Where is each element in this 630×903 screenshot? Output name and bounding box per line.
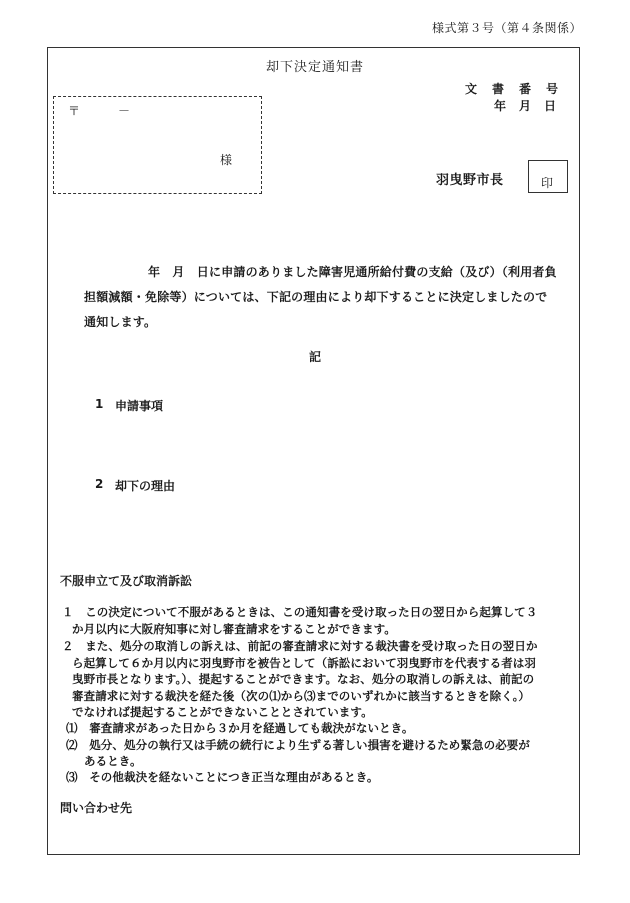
section-label-reason: 却下の理由 [115,479,176,493]
issuer-name: 羽曳野市長 [436,173,504,188]
body-line: 年 月 日に申請のありました障害児通所給付費の支給（及び）（利用者負 [148,265,557,279]
document-number-label: 文書番号 [465,82,574,96]
appeal-line: ら起算して６か月以内に羽曳野市を被告として（訴訟において羽曳野市を代表する者は羽 [72,656,536,670]
body-line: 担額減額・免除等）については、下記の理由により却下することに決定しましたので [84,290,548,304]
date-label: 年月日 [494,99,570,113]
section-number: 2 [95,477,104,491]
appeal-line: 審査請求に対する裁決を経た後（次の⑴から⑶までのいずれかに該当するときを除く。） [72,689,531,703]
address-box [53,96,262,194]
document-title: 却下決定通知書 [265,60,364,75]
postal-code-dash: － [118,104,131,118]
section-label-application: 申請事項 [115,399,164,413]
body-line: 通知します。 [84,315,157,329]
appeal-line: ⑵ 処分、処分の執行又は手続の続行により生ずる著しい損害を避けるため緊急の必要が [66,738,530,752]
appeal-line: 曳野市長となります。）、提起することができます。なお、処分の取消しの訴えは、前記の [72,672,535,686]
appeal-line: ⑶ その他裁決を経ないことにつき正当な理由があるとき。 [66,770,379,784]
appeal-title: 不服申立て及び取消訴訟 [60,574,193,588]
appeal-line: か月以内に大阪府知事に対し審査請求をすることができます。 [72,622,396,636]
seal-label: 印 [541,176,554,190]
appeal-line: １ この決定について不服があるときは、この通知書を受け取った日の翌日から起算して３ [62,605,538,619]
form-number: 様式第３号（第４条関係） [431,21,582,35]
appeal-line: ２ また、処分の取消しの訴えは、前記の審査請求に対する裁決書を受け取った日の翌日か [62,639,538,653]
note-mark: 記 [308,350,321,364]
appeal-line: でなければ提起することができないこととされています。 [72,705,373,719]
section-number: 1 [95,397,104,411]
contact-label: 問い合わせ先 [60,801,133,815]
appeal-line: ⑴ 審査請求があった日から３か月を経過しても裁決がないとき。 [66,721,414,735]
appeal-line: あるとき。 [84,754,142,768]
recipient-honorific: 様 [220,153,233,167]
postal-mark: 〒 [68,104,81,118]
